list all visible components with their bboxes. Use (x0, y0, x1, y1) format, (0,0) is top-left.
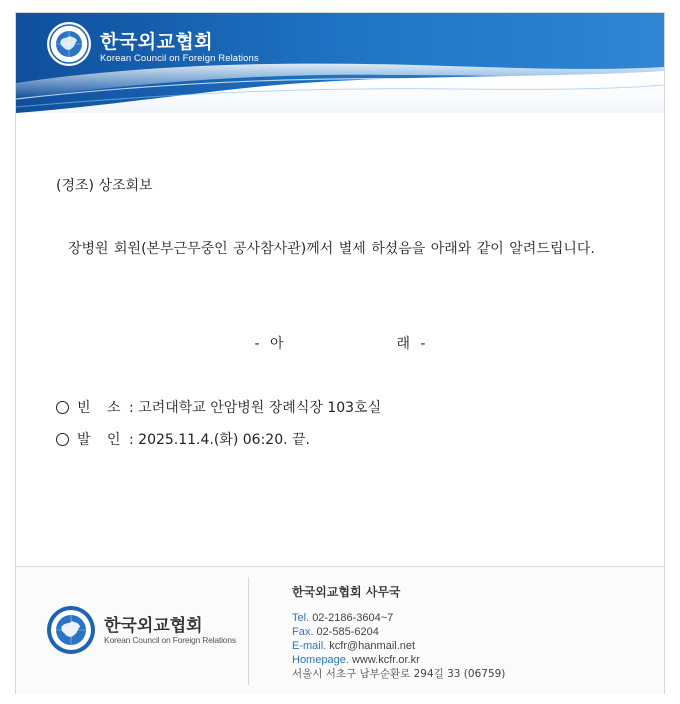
detail-key-second: 소 (107, 400, 121, 416)
circle-bullet-icon (56, 433, 69, 446)
detail-row-departure (56, 429, 310, 449)
tel-value: 02-2186-3604~7 (312, 612, 394, 624)
fax-value: 02-585-6204 (316, 626, 379, 638)
detail-row-venue (56, 397, 381, 417)
brand-name-english: Korean Council on Foreign Relations (100, 53, 259, 64)
circle-bullet-icon (56, 401, 69, 414)
email-link[interactable]: kcfr@hanmail.net (329, 640, 416, 652)
homepage-link[interactable]: www.kcfr.or.kr (351, 654, 420, 666)
detail-key-first: 발 (77, 432, 91, 448)
kcfr-footer-logo-icon (46, 605, 96, 655)
email-label: E-mail. (292, 640, 327, 652)
detail-value: : 고려대학교 안암병원 장례식장 103호실 (129, 400, 382, 416)
tel-label: Tel. (292, 612, 310, 624)
fax-label: Fax. (292, 626, 314, 638)
footer-brand-korean: 한국외교협회 (104, 616, 203, 636)
footer (16, 566, 664, 694)
section-heading (16, 333, 664, 353)
address: 서울시 서초구 남부순환로 294길 33 (06759) (292, 668, 506, 680)
section-heading-left: - 아 (254, 336, 284, 352)
detail-value: : 2025.11.4.(화) 06:20. 끝. (129, 432, 310, 448)
office-name: 한국외교협회 사무국 (292, 585, 401, 599)
notice-paragraph: 장병원 회원(본부근무중인 공사참사관)께서 별세 하셨음을 아래와 같이 알려드립니다. (68, 241, 595, 257)
notice-title: (경조) 상조회보 (56, 178, 153, 194)
detail-key-second: 인 (107, 432, 121, 448)
contact-info (292, 611, 505, 681)
section-heading-right: 래 - (396, 336, 426, 352)
brand-name-korean: 한국외교협회 (100, 31, 214, 53)
email-frame (15, 12, 665, 694)
header-banner (16, 13, 664, 113)
detail-key-first: 빈 (77, 400, 91, 416)
footer-divider (248, 577, 249, 685)
footer-brand-english: Korean Council on Foreign Relations (104, 635, 236, 645)
homepage-label: Homepage. (292, 654, 349, 666)
kcfr-logo-icon (46, 21, 92, 67)
